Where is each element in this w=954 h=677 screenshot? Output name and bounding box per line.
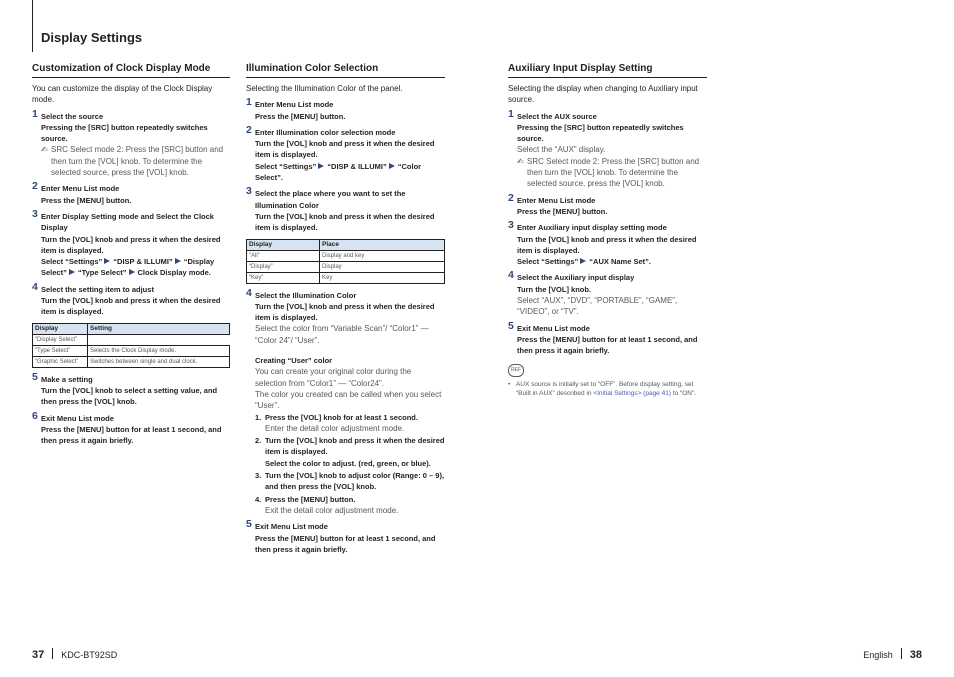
pencil-note-icon: ✍ [517, 156, 524, 166]
auxiliary-input-section [508, 63, 707, 399]
step-title: Enter Menu List mode [255, 100, 334, 110]
note-bullet [508, 380, 707, 399]
step-title: Enter Display Setting mode and Select the Clock Display [41, 211, 214, 233]
menu-path [41, 256, 230, 279]
clock-display-section [32, 63, 230, 451]
section-intro: Selecting the Illumination Color of the panel. [246, 84, 403, 93]
bullet-text: to “ON”. [671, 390, 696, 398]
chevron-right-icon [175, 258, 181, 264]
table-cell: Key [320, 272, 445, 283]
step-5 [246, 518, 445, 555]
step-title: Exit Menu List mode [255, 522, 328, 532]
language-label: English [863, 650, 893, 660]
step-3 [508, 219, 707, 267]
section-title: Illumination Color Selection [246, 63, 445, 78]
step-instruction: Press the [MENU] button. [517, 206, 608, 216]
step-title: Exit Menu List mode [41, 413, 114, 423]
note-text: SRC Select mode 2: Press the [SRC] button and then turn the [VOL] knob. To determine the selected source, press the [VOL] knob. [51, 145, 224, 178]
section-intro: You can customize the display of the Clock Display mode. [32, 84, 213, 105]
chevron-right-icon [318, 163, 324, 169]
step-4 [246, 286, 445, 517]
step-instruction: Pressing the [SRC] button repeatedly switches source. [41, 122, 208, 144]
table-row [33, 356, 230, 367]
illumination-place-table [246, 239, 445, 284]
footer-divider [52, 648, 53, 659]
bullet-icon: • [508, 380, 511, 388]
step-number: 1 [246, 96, 252, 109]
table-cell: “Display Select” [33, 334, 88, 345]
step-instruction: Press the [MENU] button. [255, 111, 346, 121]
step-number: 1 [508, 107, 514, 120]
list-number: 4. [255, 494, 262, 504]
table-row [247, 250, 445, 261]
table-row [33, 345, 230, 356]
step-number: 4 [32, 280, 38, 293]
step-number: 2 [32, 180, 38, 193]
table-row [247, 261, 445, 272]
list-item [255, 435, 445, 469]
page-number: 38 [909, 649, 922, 661]
list-number: 2. [255, 436, 262, 446]
page-title: Display Settings [41, 30, 143, 45]
step-title: Enter Illumination color selection mode [255, 127, 396, 137]
pencil-note-icon: ✍ [41, 145, 48, 155]
menu-path-start: Select “Settings” [255, 161, 317, 171]
initial-settings-link[interactable]: <Initial Settings> (page 41) [593, 390, 672, 398]
table-header-cell: Place [320, 239, 445, 250]
menu-path-item: “Color Select”. [255, 161, 422, 183]
table-cell: “Type Select” [33, 345, 88, 356]
step-number: 5 [32, 370, 38, 383]
step-title: Enter Menu List mode [517, 195, 596, 205]
step-title: Make a setting [41, 374, 93, 384]
menu-path-item: “Display Select” [41, 257, 215, 278]
table-header-cell: Setting [88, 323, 230, 334]
menu-path [517, 256, 707, 267]
step-2 [508, 191, 707, 218]
table-cell: “All” [247, 250, 320, 261]
step-note [41, 144, 230, 178]
step-instruction: Pressing the [SRC] button repeatedly switches source. [517, 122, 684, 144]
table-header-cell: Display [247, 239, 320, 250]
step-instruction: Press the [MENU] button for at least 1 second, and then press it again briefly. [517, 334, 698, 356]
chevron-right-icon [129, 269, 135, 275]
list-number: 1. [255, 412, 262, 422]
footer-left [32, 648, 117, 662]
table-cell: Switches between single and dual clock. [88, 356, 230, 367]
step-number: 5 [246, 518, 252, 531]
illumination-color-section [246, 63, 445, 560]
table-cell: “Graphic Select” [33, 356, 88, 367]
list-text: Press the [MENU] button. [265, 494, 356, 504]
subsection-text: You can create your original color during the selection from “Color1” — “Color24”. [255, 367, 412, 388]
step-4 [508, 269, 707, 317]
step-number: 5 [508, 319, 514, 332]
table-header-cell: Display [33, 323, 88, 334]
menu-path-item: “DISP & ILLUMI” [113, 257, 173, 267]
subsection-title: Creating “User” color [255, 356, 333, 366]
step-number: 2 [246, 123, 252, 136]
step-title: Select the Auxiliary input display [517, 273, 635, 283]
step-detail: Select the color from “Variable Scan”/ “Color1” — “Color 24”/ “User”. [255, 324, 429, 345]
table-cell: Display and key [320, 250, 445, 261]
list-item [255, 470, 445, 493]
step-title: Enter Menu List mode [41, 184, 120, 194]
menu-path-start: Select “Settings” [517, 257, 579, 267]
menu-path-item: “DISP & ILLUMI” [327, 161, 387, 171]
step-number: 4 [508, 269, 514, 282]
step-title: Select the Illumination Color [255, 290, 357, 300]
table-row [33, 334, 230, 345]
table-cell: “Display” [247, 261, 320, 272]
step-instruction: Turn the [VOL] knob and press it when the desired item is displayed. [255, 139, 435, 160]
table-cell [88, 334, 230, 345]
step-title: Exit Menu List mode [517, 323, 590, 333]
chevron-right-icon [69, 269, 75, 275]
step-instruction: Press the [MENU] button for at least 1 second, and then press it again briefly. [255, 533, 436, 554]
table-header-row [33, 323, 230, 334]
step-instruction: Press the [MENU] button. [41, 195, 132, 205]
step-title: Select the place where you want to set the Illumination Color [255, 189, 406, 210]
step-instruction: Turn the [VOL] knob and press it when the desired item is displayed. [255, 211, 435, 233]
chevron-right-icon [580, 258, 586, 264]
step-4 [32, 280, 230, 318]
bullet-text: AUX source is initially set to “OFF”. Before display setting, set “Built in AUX” described in [516, 380, 694, 398]
section-title: Customization of Clock Display Mode [32, 63, 230, 78]
step-2 [246, 123, 445, 183]
step-number: 3 [32, 207, 38, 220]
section-title: Auxiliary Input Display Setting [508, 63, 707, 78]
list-subtext: Enter the detail color adjustment mode. [265, 423, 405, 433]
step-number: 1 [32, 107, 38, 120]
step-title: Enter Auxiliary input display setting mode [517, 223, 667, 233]
step-1 [246, 96, 445, 122]
step-number: 6 [32, 409, 38, 422]
menu-path-item: “Type Select” [77, 268, 127, 278]
model-name: KDC-BT92SD [61, 650, 118, 660]
list-text: Press the [VOL] knob for at least 1 second. [265, 412, 418, 422]
table-cell: Display [320, 261, 445, 272]
list-subtext: Exit the detail color adjustment mode. [265, 505, 399, 515]
menu-path-item: Clock Display mode. [137, 268, 211, 278]
table-header-row [247, 239, 445, 250]
list-text: Turn the [VOL] knob to adjust color (Range: 0 – 9), and then press the [VOL] knob. [265, 471, 445, 492]
chevron-right-icon [389, 163, 395, 169]
step-instruction: Turn the [VOL] knob and press it when the desired item is displayed. [41, 234, 221, 255]
step-1 [508, 107, 707, 190]
menu-path-item: “AUX Name Set”. [589, 257, 651, 267]
step-3 [32, 207, 230, 279]
step-number: 3 [508, 219, 514, 232]
step-3 [246, 185, 445, 233]
subsection-text: The color you created can be called when you select “User”. [255, 389, 442, 411]
section-intro: Selecting the display when changing to Auxiliary input source. [508, 84, 698, 105]
step-instruction: Turn the [VOL] knob and press it when the desired item is displayed. [517, 234, 697, 255]
header-rule [32, 0, 33, 52]
step-instruction: Turn the [VOL] knob to select a setting value, and then press the [VOL] knob. [41, 385, 218, 407]
footer-right [863, 648, 922, 662]
step-number: 4 [246, 286, 252, 299]
list-text: Select the color to adjust. (red, green, or blue). [265, 458, 431, 468]
list-item [255, 494, 445, 517]
step-title: Select the source [41, 111, 104, 121]
clock-settings-table [32, 323, 230, 368]
page-number: 37 [32, 649, 45, 661]
step-note [517, 156, 707, 190]
table-row [247, 272, 445, 283]
step-5 [32, 370, 230, 408]
step-instruction: Turn the [VOL] knob. [517, 284, 592, 294]
note-text: SRC Select mode 2: Press the [SRC] button and then turn the [VOL] knob. To determine the selected source, press the [VOL] knob. [527, 156, 700, 189]
step-2 [32, 180, 230, 206]
step-detail: Select the “AUX” display. [517, 145, 606, 155]
note-reference-icon: REF [508, 364, 524, 377]
step-6 [32, 409, 230, 447]
step-1 [32, 107, 230, 179]
table-cell: “Key” [247, 272, 320, 283]
chevron-right-icon [104, 258, 110, 264]
step-title: Select the AUX source [517, 111, 597, 121]
list-text: Turn the [VOL] knob and press it when the desired item is displayed. [265, 436, 445, 457]
step-instruction: Press the [MENU] button for at least 1 second, and then press it again briefly. [41, 424, 222, 446]
step-detail: Select “AUX”, “DVD”, “PORTABLE”, “GAME”, “VIDEO”, or “TV”. [517, 296, 678, 317]
menu-path [255, 161, 445, 184]
step-title: Select the setting item to adjust [41, 284, 154, 294]
step-number: 2 [508, 191, 514, 204]
footer-divider [901, 648, 902, 659]
step-instruction: Turn the [VOL] knob and press it when the desired item is displayed. [255, 301, 435, 323]
step-5 [508, 319, 707, 357]
list-item [255, 412, 445, 435]
menu-path-start: Select “Settings” [41, 257, 103, 267]
list-number: 3. [255, 471, 262, 481]
step-number: 3 [246, 185, 252, 198]
step-instruction: Turn the [VOL] knob and press it when the desired item is displayed. [41, 296, 221, 317]
table-cell: Selects the Clock Display mode. [88, 345, 230, 356]
